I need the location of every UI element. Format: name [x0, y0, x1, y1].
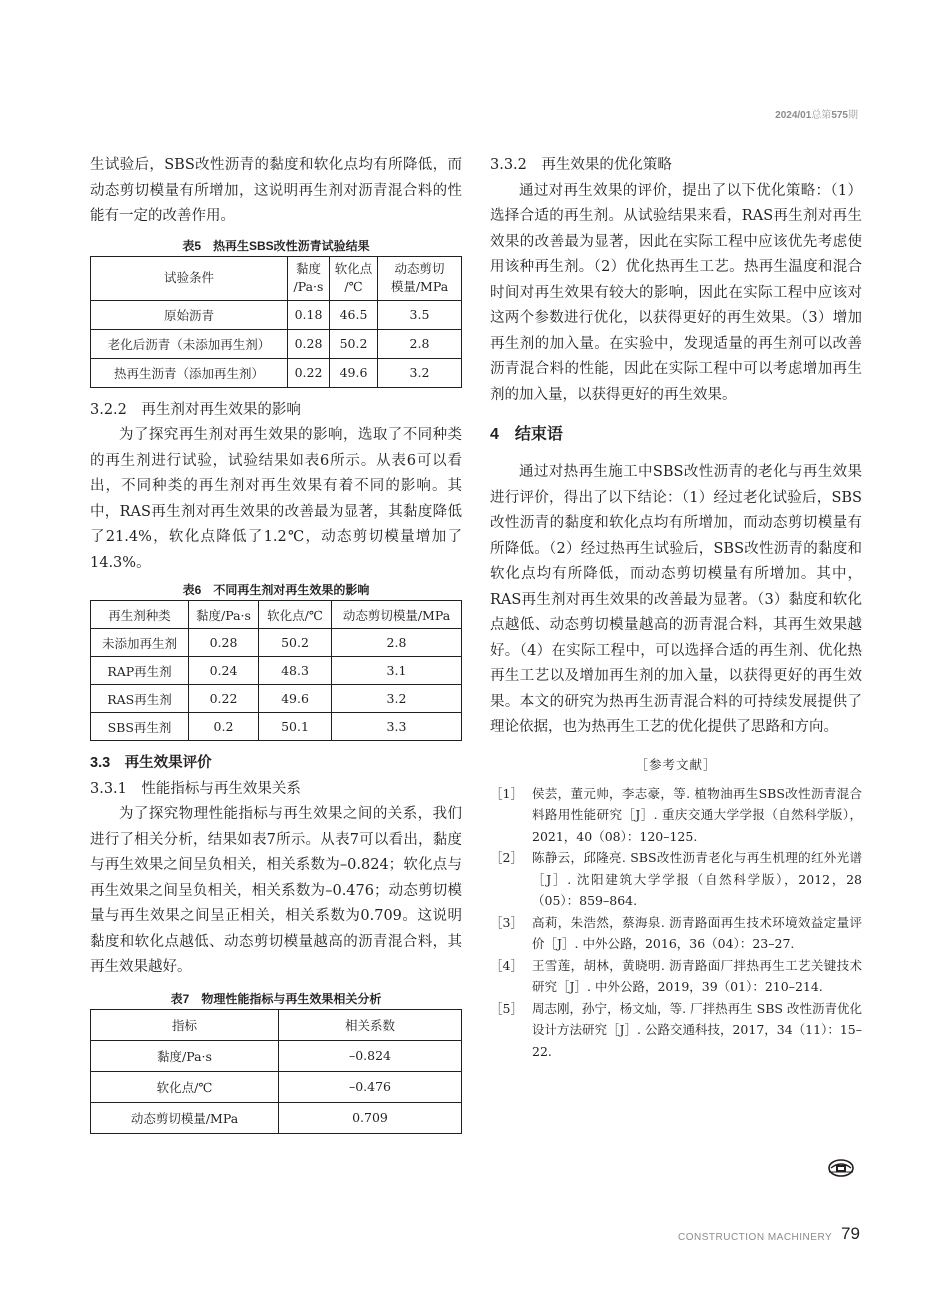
table-cell: –0.824	[279, 1040, 462, 1071]
table-row	[91, 685, 462, 713]
table-cell: RAP再生剂	[91, 657, 189, 685]
page-number: 79	[841, 1224, 860, 1243]
table-cell: 原始沥青	[91, 300, 288, 329]
table-header-cell: 相关系数	[279, 1009, 462, 1040]
table-cell: 50.2	[259, 629, 332, 657]
table-header-row	[91, 1009, 462, 1040]
reference-number: ［3］	[490, 914, 523, 930]
table-cell: 2.8	[332, 629, 462, 657]
reference-text: 王雪莲，胡林，黄晓明. 沥青路面厂拌热再生工艺关键技术研究［J］. 中外公路，2019，39（01）：210–214.	[532, 957, 862, 994]
section-heading-3-3-2: 3.3.2 再生效果的优化策略	[490, 157, 672, 173]
table5	[90, 256, 462, 388]
table-cell: 50.2	[330, 329, 378, 358]
reference-number: ［1］	[490, 785, 523, 801]
section-heading-4: 4 结束语	[490, 426, 563, 443]
table-cell: RAS再生剂	[91, 685, 189, 713]
table-header-cell: 指标	[91, 1009, 279, 1040]
table-cell: 0.22	[288, 358, 330, 387]
reference-item	[490, 847, 862, 912]
table-row	[91, 713, 462, 741]
reference-text: 侯芸，董元帅，李志豪，等. 植物油再生SBS改性沥青混合料路用性能研究［J］. 重庆交通大学学报（自然科学版），2021，40（08）：120–125.	[532, 785, 862, 844]
table-header-row	[91, 256, 462, 300]
reference-text: 高莉，朱浩然，蔡海泉. 沥青路面再生技术环境效益定量评价［J］. 中外公路，2016，36（04）：23–27.	[532, 914, 862, 951]
section-heading-3-3: 3.3 再生效果评价	[90, 755, 212, 771]
table6	[90, 600, 462, 741]
table-row	[91, 1040, 462, 1071]
table-header-cell: 再生剂种类	[91, 601, 189, 629]
table-row	[91, 629, 462, 657]
paragraph-3-2-2: 为了探究再生剂对再生效果的影响，选取了不同种类的再生剂进行试验，试验结果如表6所示。从表6可以看出，不同种类的再生剂对再生效果有着不同的影响。其中，RAS再生剂对再生效果的改善最为显著，其黏度降低了21.4%，软化点降低了1.2℃，动态剪切模量增加了14.3%。	[90, 427, 462, 571]
paragraph-3-3-1: 为了探究物理性能指标与再生效果之间的关系，我们进行了相关分析，结果如表7所示。从表7可以看出，黏度与再生效果之间呈负相关，相关系数为–0.824；软化点与再生效果之间呈负相关，相关系数为–0.476；动态剪切模量与再生效果之间呈正相关，相关系数为0.709。这说明黏度和软化点越低、动态剪切模量越高的沥青混合料，其再生效果越好。	[90, 806, 462, 975]
left-column	[90, 153, 462, 1144]
table5-caption: 表5 热再生SBS改性沥青试验结果	[182, 238, 370, 253]
table-header-cell: 试验条件	[91, 256, 288, 300]
reference-list	[490, 783, 862, 1063]
table-cell: 46.5	[330, 300, 378, 329]
table-cell: 动态剪切模量/MPa	[91, 1102, 279, 1133]
issue-mid: 总第	[811, 110, 832, 121]
reference-text: 周志刚，孙宁，杨文灿，等. 厂拌热再生 SBS 改性沥青优化设计方法研究［J］. 公路交通科技，2017，34（11）：15–22.	[532, 1000, 862, 1059]
table-cell: –0.476	[279, 1071, 462, 1102]
table-cell: SBS再生剂	[91, 713, 189, 741]
table-header-cell: 动态剪切 模量/MPa	[378, 256, 462, 300]
table-cell: 49.6	[259, 685, 332, 713]
reference-number: ［2］	[490, 850, 523, 865]
table-row	[91, 1071, 462, 1102]
table-header-cell: 黏度 /Pa·s	[288, 256, 330, 300]
table-cell: 0.709	[279, 1102, 462, 1133]
table-cell: 0.2	[189, 713, 259, 741]
section-heading-3-2-2: 3.2.2 再生剂对再生效果的影响	[90, 401, 301, 418]
references-heading: ［参考文献］	[635, 757, 717, 772]
issue-number: 575	[831, 110, 848, 121]
table-cell: 3.3	[332, 713, 462, 741]
table-cell: 2.8	[378, 329, 462, 358]
table-cell: 老化后沥青（未添加再生剂）	[91, 329, 288, 358]
table-row	[91, 1102, 462, 1133]
paragraph-conclusion: 通过对热再生施工中SBS改性沥青的老化与再生效果进行评价，得出了以下结论：（1）经过老化试验后，SBS改性沥青的黏度和软化点均有所增加，而动态剪切模量有所降低。（2）经过热再生试验后，SBS改性沥青的黏度和软化点均有所降低，而动态剪切模量有所增加。其中，RAS再生剂对再生效果的改善最为显著。（3）黏度和软化点越低、动态剪切模量越高的沥青混合料，其再生效果越好。（4）在实际工程中，可以选择合适的再生剂、优化热再生工艺以及增加再生剂的加入量，以获得更好的再生效果。本文的研究为热再生沥青混合料的可持续发展提供了理论依据，也为热再生工艺的优化提供了思路和方向。	[490, 464, 862, 735]
table-cell: 0.28	[288, 329, 330, 358]
table-cell: 0.18	[288, 300, 330, 329]
table6-caption: 表6 不同再生剂对再生效果的影响	[182, 583, 370, 597]
table-header-cell: 动态剪切模量/MPa	[332, 601, 462, 629]
table-cell: 软化点/℃	[91, 1071, 279, 1102]
paragraph-3-3-2: 通过对再生效果的评价，提出了以下优化策略：（1）选择合适的再生剂。从试验结果来看，RAS再生剂对再生效果的改善最为显著，因此在实际工程中应该优先考虑使用该种再生剂。（2）优化热再生工艺。热再生温度和混合时间对再生效果有较大的影响，因此在实际工程中应该对这两个参数进行优化，以获得更好的再生效果。（3）增加再生剂的加入量。在实验中，发现适量的再生剂可以改善沥青混合料的性能，因此在实际工程中可以考虑增加再生剂的加入量，以获得更好的再生效果。	[490, 182, 862, 403]
table-cell: 0.22	[189, 685, 259, 713]
journal-logo-icon	[827, 1158, 855, 1178]
table7-caption: 表7 物理性能指标与再生效果相关分析	[170, 991, 382, 1006]
table-cell: 3.5	[378, 300, 462, 329]
reference-number: ［5］	[490, 1000, 523, 1016]
table-row	[91, 657, 462, 685]
reference-number: ［4］	[490, 957, 523, 973]
table-cell: 黏度/Pa·s	[91, 1040, 279, 1071]
table-cell: 3.2	[378, 358, 462, 387]
table-row	[91, 358, 462, 387]
reference-item	[490, 912, 862, 955]
section-heading-3-3-1: 3.3.1 性能指标与再生效果关系	[90, 780, 301, 797]
table-row	[91, 329, 462, 358]
table-cell: 未添加再生剂	[91, 629, 189, 657]
paragraph-intro: 生试验后，SBS改性沥青的黏度和软化点均有所降低，而动态剪切模量有所增加，这说明再生剂对沥青混合料的性能有一定的改善作用。	[90, 157, 462, 224]
table-cell: 50.1	[259, 713, 332, 741]
reference-item	[490, 998, 862, 1063]
table-header-row	[91, 601, 462, 629]
footer-journal-name: CONSTRUCTION MACHINERY	[678, 1232, 833, 1243]
right-column	[490, 153, 862, 1062]
table-cell: 3.2	[332, 685, 462, 713]
table-header-cell: 黏度/Pa·s	[189, 601, 259, 629]
issue-suffix: 期	[848, 110, 858, 121]
table-cell: 49.6	[330, 358, 378, 387]
table-row	[91, 300, 462, 329]
table-cell: 3.1	[332, 657, 462, 685]
reference-text: 陈静云，邱隆亮. SBS改性沥青老化与再生机理的红外光谱［J］. 沈阳建筑大学学报（自然科学版），2012，28（05）：859–864.	[532, 850, 862, 908]
issue-prefix: 2024/01	[775, 110, 812, 121]
reference-item	[490, 955, 862, 998]
table-header-cell: 软化点 /℃	[330, 256, 378, 300]
table-cell: 热再生沥青（添加再生剂）	[91, 358, 288, 387]
table-cell: 48.3	[259, 657, 332, 685]
table-cell: 0.24	[189, 657, 259, 685]
table-header-cell: 软化点/℃	[259, 601, 332, 629]
table7	[90, 1009, 462, 1134]
reference-item	[490, 783, 862, 848]
issue-label	[775, 106, 858, 121]
table-cell: 0.28	[189, 629, 259, 657]
